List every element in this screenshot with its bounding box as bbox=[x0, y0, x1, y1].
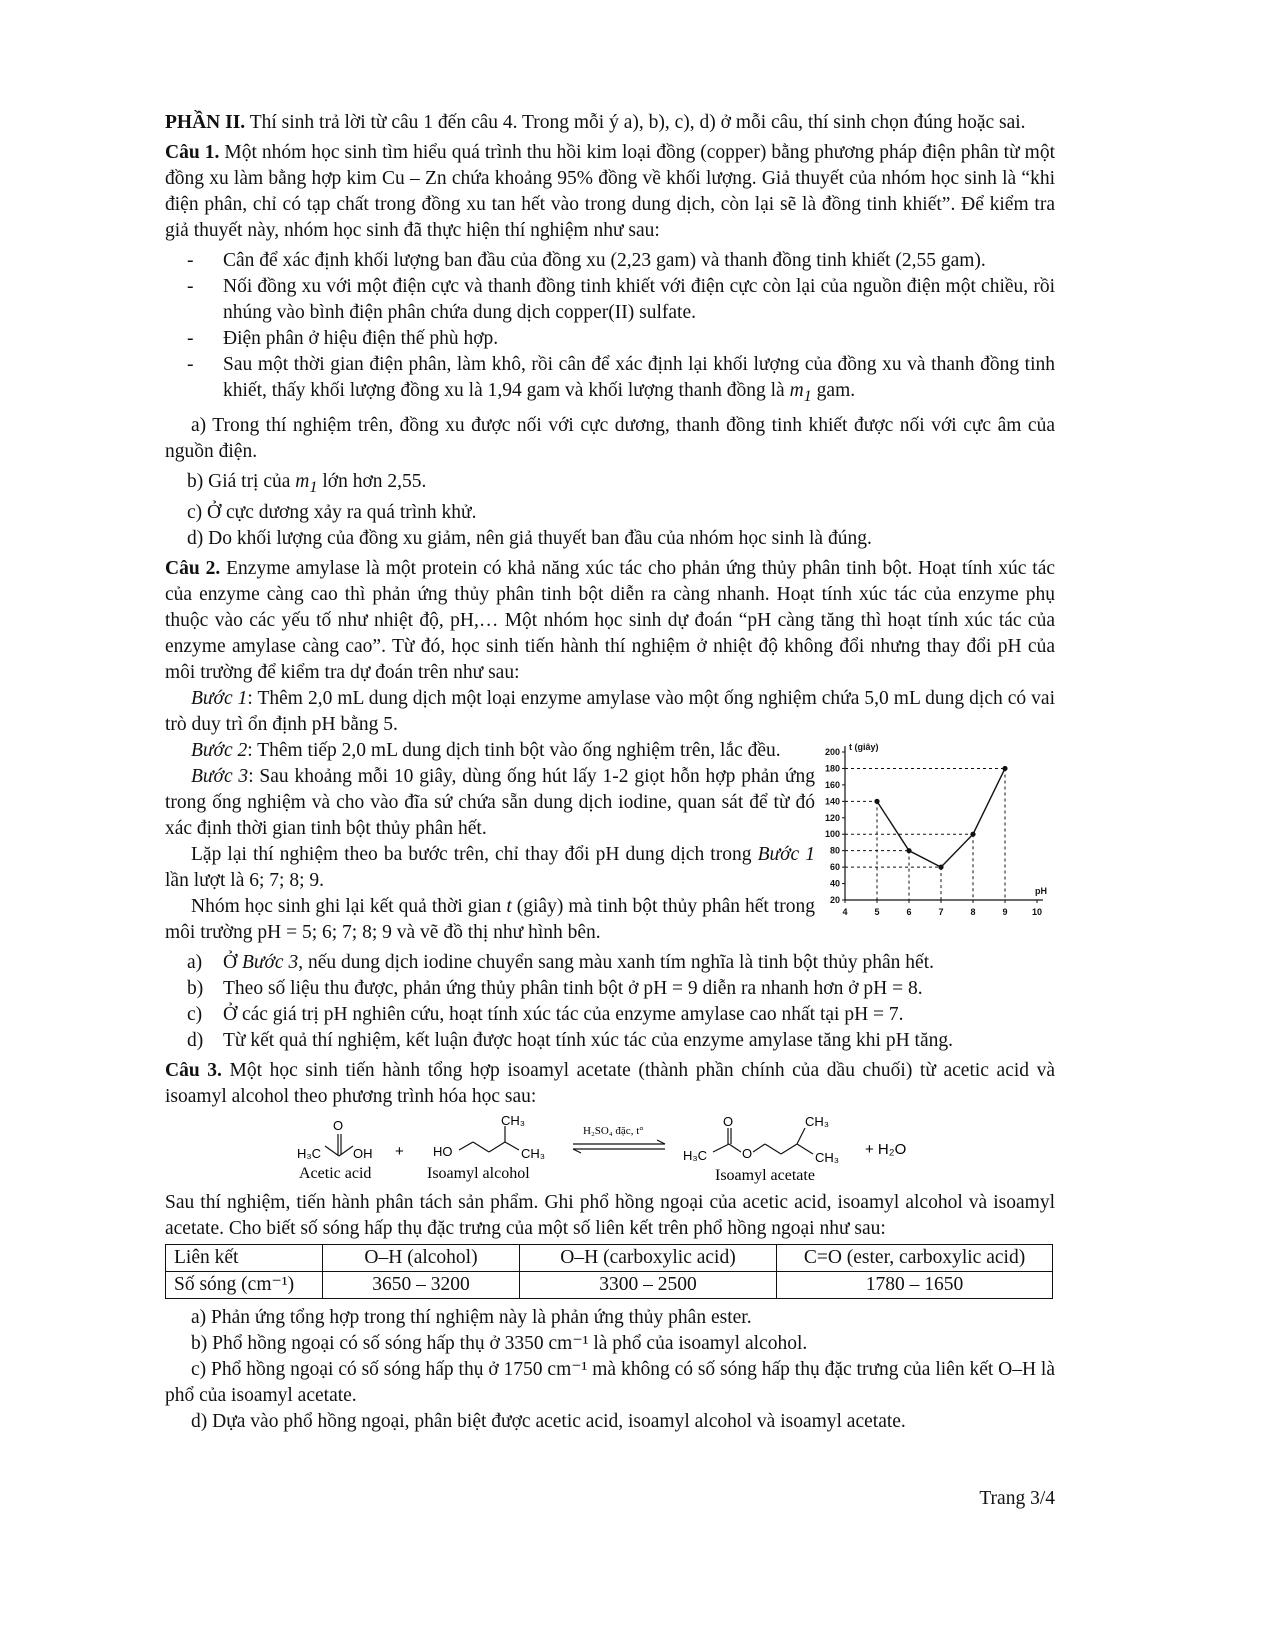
q2-step-block bbox=[165, 738, 1055, 946]
data-point bbox=[938, 864, 943, 869]
table-cell: 1780 – 1650 bbox=[777, 1271, 1053, 1298]
q2-step-3: Bước 3: Sau khoảng mỗi 10 giây, dùng ống hút lấy 1-2 giọt hỗn hợp phản ứng trong ống nghiệm và cho vào đĩa sứ chứa sẵn dung dịch iodine, quan sát để từ đó xác định thời gian tinh bột thủy phân hết. bbox=[165, 765, 815, 839]
table-row bbox=[166, 1244, 1053, 1271]
table-cell: Số sóng (cm⁻¹) bbox=[166, 1271, 323, 1298]
part-intro: PHẦN II. Thí sinh trả lời từ câu 1 đến câu 4. Trong mỗi ý a), b), c), d) ở mỗi câu, thí sinh chọn đúng hoặc sai. bbox=[165, 112, 1026, 133]
list-item: - Cân để xác định khối lượng ban đầu của đồng xu (2,23 gam) và thanh đồng tinh khiết (2,55 gam). bbox=[187, 250, 986, 271]
x-tick-label: 8 bbox=[970, 906, 976, 917]
table-row bbox=[166, 1271, 1053, 1298]
acetate-o-top: O bbox=[723, 1113, 734, 1129]
y-tick-label: 180 bbox=[824, 763, 840, 774]
table-cell: Liên kết bbox=[166, 1244, 323, 1271]
table-cell: O–H (alcohol) bbox=[323, 1244, 520, 1271]
table-cell: O–H (carboxylic acid) bbox=[520, 1244, 777, 1271]
data-point bbox=[970, 831, 975, 836]
y-axis-label: t (giây) bbox=[849, 741, 879, 752]
list-item: - Nối đồng xu với một điện cực và thanh đồng tinh khiết với điện cực còn lại của nguồn điện một chiều, rồi nhúng vào bình điện phân chứa dung dịch copper(II) sulfate. bbox=[187, 276, 1055, 323]
x-axis-label: pH bbox=[1035, 885, 1047, 896]
x-tick-label: 6 bbox=[906, 906, 912, 917]
y-tick-label: 140 bbox=[824, 796, 840, 807]
y-tick-label: 80 bbox=[829, 845, 840, 856]
acetic-o: O bbox=[333, 1117, 344, 1133]
acetic-h3c: H₃C bbox=[297, 1145, 322, 1161]
q1-option-d: d) Do khối lượng của đồng xu giảm, nên giả thuyết ban đầu của nhóm học sinh là đúng. bbox=[187, 527, 872, 549]
question-2-stem: Câu 2. Enzyme amylase là một protein có khả năng xúc tác cho phản ứng thủy phân tinh bột. Hoạt tính xúc tác của enzyme càng cao thì phản ứng thủy phân tinh bột diễn ra càng nhanh. Hoạt tính xúc tác của enzyme phụ thuộc vào các yếu tố như nhiệt độ, pH,… Một nhóm học sinh dự đoán “pH càng tăng thì hoạt tính xúc tác của enzyme amylase càng cao”. Từ đó, học sinh tiến hành thí nghiệm ở nhiệt độ không đổi nhưng thay đổi pH của môi trường để kiểm tra dự đoán trên như sau: bbox=[165, 557, 1056, 683]
acetate-o-ester: O bbox=[742, 1145, 753, 1161]
alcohol-ho: HO bbox=[433, 1143, 453, 1159]
q1-option-b: b) Giá trị của $m_1$ lớn hơn 2,55. bbox=[187, 470, 427, 496]
y-tick-label: 20 bbox=[829, 894, 840, 905]
q2-step-1: Bước 1: Thêm 2,0 mL dung dịch một loại enzyme amylase vào một ống nghiệm chứa 5,0 mL dung dịch có vai trò duy trì ổn định pH bằng 5. bbox=[165, 687, 1055, 735]
plus-sign: + bbox=[395, 1142, 404, 1160]
y-tick-label: 200 bbox=[824, 746, 840, 757]
q1-option-c: c) Ở cực dương xảy ra quá trình khử. bbox=[187, 501, 477, 523]
question-3-stem: Câu 3. Một học sinh tiến hành tổng hợp isoamyl acetate (thành phần chính của dầu chuối) từ acetic acid và isoamyl alcohol theo phương trình hóa học sau: bbox=[165, 1059, 1055, 1107]
data-point bbox=[1002, 766, 1007, 771]
acetate-ch3-right: CH₃ bbox=[815, 1149, 840, 1165]
y-tick-label: 120 bbox=[824, 812, 840, 823]
exam-page bbox=[165, 110, 1055, 1435]
q2-repeat: Lặp lại thí nghiệm theo ba bước trên, chỉ thay đổi pH dung dịch trong Bước 1 lần lượt là 6; 7; 8; 9. bbox=[165, 843, 816, 891]
q3-option-b: b) Phổ hồng ngoại có số sóng hấp thụ ở 3350 cm⁻¹ là phổ của isoamyl alcohol. bbox=[191, 1332, 808, 1354]
data-point bbox=[906, 848, 911, 853]
acetic-acid-structure bbox=[325, 1134, 353, 1156]
isoamyl-acetate-label: Isoamyl acetate bbox=[715, 1166, 815, 1184]
q2-option-d: d) Từ kết quả thí nghiệm, kết luận được hoạt tính xúc tác của enzyme amylase tăng khi pH tăng. bbox=[187, 1029, 953, 1051]
table-cell: 3300 – 2500 bbox=[520, 1271, 777, 1298]
acetic-acid-label: Acetic acid bbox=[299, 1164, 372, 1182]
y-tick-label: 60 bbox=[829, 861, 840, 872]
acetate-ch3-top: CH₃ bbox=[805, 1113, 830, 1129]
ph-time-chart bbox=[815, 738, 1055, 946]
q3-option-a: a) Phản ứng tổng hợp trong thí nghiệm này là phản ứng thủy phân ester. bbox=[191, 1306, 752, 1328]
x-tick-label: 4 bbox=[842, 906, 848, 917]
q2-step-2: Bước 2: Thêm tiếp 2,0 mL dung dịch tinh bột vào ống nghiệm trên, lắc đều. bbox=[191, 739, 781, 761]
y-tick-label: 100 bbox=[824, 829, 840, 840]
x-tick-label: 7 bbox=[938, 906, 944, 917]
x-tick-label: 9 bbox=[1002, 906, 1008, 917]
acetate-h3c: H₃C bbox=[683, 1147, 708, 1163]
acetic-oh: OH bbox=[353, 1145, 373, 1161]
q3-after-text: Sau thí nghiệm, tiến hành phân tách sản phẩm. Ghi phổ hồng ngoại của acetic acid, isoamyl alcohol và isoamyl acetate. Cho biết số sóng hấp thụ đặc trưng của một số liên kết trên phổ hồng ngoại như sau: bbox=[165, 1191, 1055, 1239]
isoamyl-alcohol-structure bbox=[459, 1126, 519, 1152]
q3-option-c: c) Phổ hồng ngoại có số sóng hấp thụ ở 1750 cm⁻¹ mà không có số sóng hấp thụ đặc trưng của liên kết O–H là phổ của isoamyl acetate. bbox=[165, 1358, 1055, 1406]
x-tick-label: 10 bbox=[1031, 906, 1043, 917]
table-cell: C=O (ester, carboxylic acid) bbox=[777, 1244, 1053, 1271]
list-item: - Điện phân ở hiệu điện thế phù hợp. bbox=[187, 328, 499, 349]
q2-record: Nhóm học sinh ghi lại kết quả thời gian t (giây) mà tinh bột thủy phân hết trong môi trường pH = 5; 6; 7; 8; 9 và vẽ đồ thị như hình bên. bbox=[165, 895, 815, 943]
equilibrium-arrow bbox=[573, 1140, 665, 1153]
list-item: - Sau một thời gian điện phân, làm khô, rồi cân để xác định lại khối lượng của đồng xu và thanh đồng tinh khiết, thấy khối lượng đồng xu là 1,94 gam và khối lượng thanh đồng là $m_1$ gam. bbox=[187, 354, 1055, 405]
ir-table bbox=[165, 1244, 1053, 1299]
reaction-condition: H₂SO₄ đặc, t° bbox=[583, 1124, 644, 1137]
q2-option-c: c) Ở các giá trị pH nghiên cứu, hoạt tính xúc tác của enzyme amylase cao nhất tại pH = 7. bbox=[187, 1003, 904, 1025]
chart-svg bbox=[815, 738, 1051, 922]
q2-option-a: a) Ở Bước 3, nếu dung dịch iodine chuyển sang màu xanh tím nghĩa là tinh bột thủy phân hết. bbox=[187, 951, 935, 973]
alcohol-ch3-top: CH₃ bbox=[501, 1113, 526, 1128]
data-point bbox=[874, 799, 879, 804]
isoamyl-acetate-structure bbox=[713, 1128, 813, 1154]
y-tick-label: 40 bbox=[829, 878, 840, 889]
series-line bbox=[877, 768, 1005, 867]
table-cell: 3650 – 3200 bbox=[323, 1271, 520, 1298]
q2-option-b: b) Theo số liệu thu được, phản ứng thủy phân tinh bột ở pH = 9 diễn ra nhanh hơn ở pH = 8. bbox=[187, 977, 923, 999]
alcohol-ch3-right: CH₃ bbox=[521, 1145, 546, 1161]
water-product: + H₂O bbox=[865, 1140, 907, 1158]
q1-option-a: a) Trong thí nghiệm trên, đồng xu được nối với cực dương, thanh đồng tinh khiết được nối với cực âm của nguồn điện. bbox=[165, 414, 1055, 462]
question-1-stem: Câu 1. Một nhóm học sinh tìm hiểu quá trình thu hồi kim loại đồng (copper) bằng phương pháp điện phân từ một đồng xu làm bằng hợp kim Cu – Zn chứa khoảng 95% đồng về khối lượng. Giả thuyết của nhóm học sinh là “khi điện phân, chỉ có tạp chất trong đồng xu tan hết vào trong dung dịch, còn lại sẽ là đồng tinh khiết”. Để kiểm tra giả thuyết này, nhóm học sinh đã thực hiện thí nghiệm như sau: bbox=[165, 142, 1056, 241]
page-number: Trang 3/4 bbox=[979, 1488, 1055, 1509]
q3-option-d: d) Dựa vào phổ hồng ngoại, phân biệt được acetic acid, isoamyl alcohol và isoamyl acetate. bbox=[191, 1410, 906, 1432]
isoamyl-alcohol-label: Isoamyl alcohol bbox=[427, 1164, 530, 1182]
x-tick-label: 5 bbox=[874, 906, 880, 917]
y-tick-label: 160 bbox=[824, 779, 840, 790]
esterification-equation bbox=[165, 1114, 1055, 1188]
